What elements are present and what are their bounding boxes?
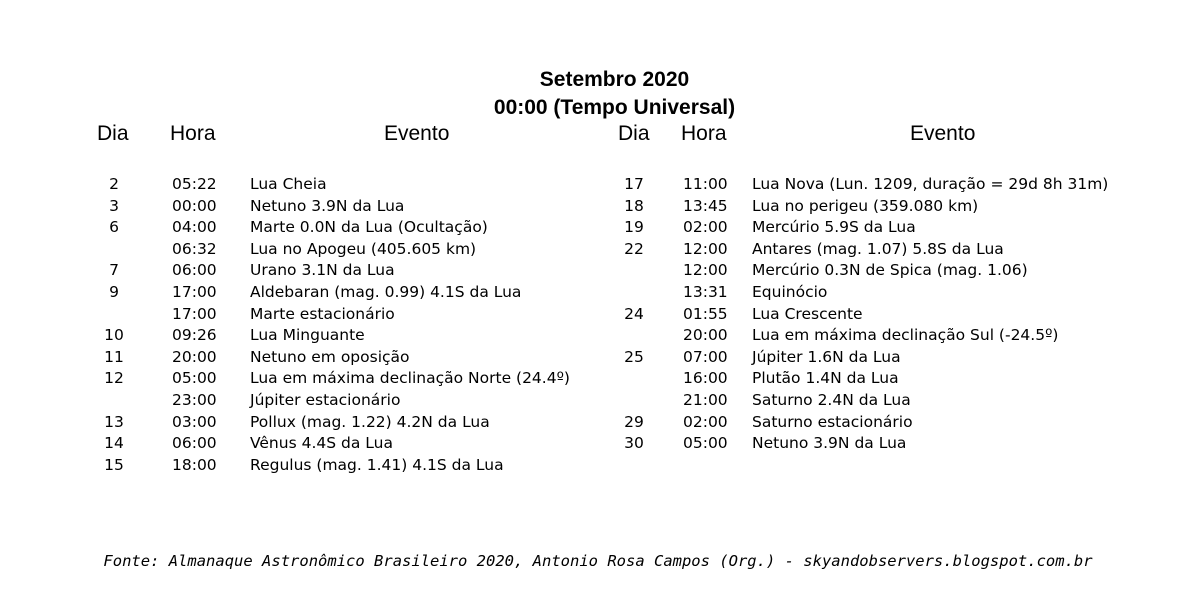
day-cell: 6 <box>109 218 119 237</box>
time-cell: 01:55 <box>683 304 728 323</box>
day-cell: 18 <box>624 196 644 215</box>
page-subtitle: 00:00 (Tempo Universal) <box>493 96 736 119</box>
event-cell: Lua Nova (Lun. 1209, duração = 29d 8h 31m) <box>752 175 1109 193</box>
event-cell: Mercúrio 0.3N de Spica (mag. 1.06) <box>752 261 1028 280</box>
event-cell: Antares (mag. 1.07) 5.8S da Lua <box>752 239 1004 258</box>
time-cell: 20:00 <box>172 347 217 366</box>
event-cell: Regulus (mag. 1.41) 4.1S da Lua <box>250 455 504 474</box>
event-cell: Mercúrio 5.9S da Lua <box>752 218 916 237</box>
event-cell: Marte 0.0N da Lua (Ocultação) <box>250 218 488 237</box>
event-cell: Júpiter estacionário <box>250 391 401 409</box>
time-cell: 20:00 <box>683 326 728 345</box>
time-cell: 13:45 <box>683 196 728 215</box>
time-cell: 12:00 <box>683 239 728 258</box>
right-event-header: Evento <box>910 122 976 145</box>
time-cell: 06:00 <box>172 261 217 280</box>
day-cell: 3 <box>109 196 119 215</box>
time-cell: 04:00 <box>172 218 217 237</box>
day-cell: 29 <box>624 412 644 431</box>
time-cell: 21:00 <box>683 391 728 409</box>
event-cell: Saturno 2.4N da Lua <box>752 391 911 409</box>
event-cell: Lua Crescente <box>752 304 863 323</box>
day-cell: 22 <box>624 239 644 258</box>
time-cell: 11:00 <box>683 175 728 193</box>
event-cell: Equinócio <box>752 283 828 301</box>
event-cell: Netuno 3.9N da Lua <box>250 196 405 215</box>
right-day-header: Dia <box>618 122 650 145</box>
time-cell: 23:00 <box>172 391 217 409</box>
day-cell: 13 <box>104 412 124 431</box>
time-cell: 05:00 <box>172 369 217 388</box>
left-time-header: Hora <box>170 122 216 145</box>
event-cell: Urano 3.1N da Lua <box>250 261 395 280</box>
day-cell: 30 <box>624 434 644 453</box>
event-cell: Lua em máxima declinação Norte (24.4º) <box>250 369 570 388</box>
time-cell: 13:31 <box>683 283 728 301</box>
event-cell: Plutão 1.4N da Lua <box>752 369 899 388</box>
left-event-header: Evento <box>384 122 450 145</box>
time-cell: 06:32 <box>172 239 217 258</box>
time-cell: 02:00 <box>683 218 728 237</box>
time-cell: 16:00 <box>683 369 728 388</box>
event-cell: Júpiter 1.6N da Lua <box>752 347 901 366</box>
day-cell: 9 <box>109 283 119 301</box>
time-cell: 03:00 <box>172 412 217 431</box>
day-cell: 12 <box>104 369 124 388</box>
time-cell: 17:00 <box>172 304 217 323</box>
event-cell: Saturno estacionário <box>752 412 913 431</box>
event-cell: Lua em máxima declinação Sul (-24.5º) <box>752 326 1059 345</box>
day-cell: 7 <box>109 261 119 280</box>
day-cell: 15 <box>104 455 124 474</box>
day-cell: 14 <box>104 434 124 453</box>
event-cell: Lua Minguante <box>250 326 365 345</box>
day-cell: 10 <box>104 326 124 345</box>
time-cell: 06:00 <box>172 434 217 453</box>
event-cell: Netuno 3.9N da Lua <box>752 434 907 453</box>
time-cell: 00:00 <box>172 196 217 215</box>
event-cell: Aldebaran (mag. 0.99) 4.1S da Lua <box>250 283 522 301</box>
time-cell: 02:00 <box>683 412 728 431</box>
day-cell: 2 <box>109 175 119 193</box>
time-cell: 05:00 <box>683 434 728 453</box>
event-cell: Lua no perigeu (359.080 km) <box>752 196 979 215</box>
right-time-header: Hora <box>681 122 727 145</box>
time-cell: 07:00 <box>683 347 728 366</box>
time-cell: 09:26 <box>172 326 217 345</box>
day-cell: 24 <box>624 304 644 323</box>
page-title: Setembro 2020 <box>539 68 690 91</box>
event-cell: Netuno em oposição <box>250 347 410 366</box>
day-cell: 19 <box>624 218 644 237</box>
source-footer: Fonte: Almanaque Astronômico Brasileiro 2020, Antonio Rosa Campos (Org.) - skyandobservers.blogspot.com.br <box>103 552 1093 570</box>
event-cell: Vênus 4.4S da Lua <box>250 434 393 453</box>
event-cell: Lua Cheia <box>250 175 327 193</box>
day-cell: 11 <box>104 347 124 366</box>
time-cell: 17:00 <box>172 283 217 301</box>
time-cell: 05:22 <box>172 175 217 193</box>
event-cell: Pollux (mag. 1.22) 4.2N da Lua <box>250 412 490 431</box>
event-cell: Lua no Apogeu (405.605 km) <box>250 239 477 258</box>
left-day-header: Dia <box>97 122 129 145</box>
time-cell: 18:00 <box>172 455 217 474</box>
event-cell: Marte estacionário <box>250 304 395 323</box>
day-cell: 17 <box>624 175 644 193</box>
time-cell: 12:00 <box>683 261 728 280</box>
day-cell: 25 <box>624 347 644 366</box>
